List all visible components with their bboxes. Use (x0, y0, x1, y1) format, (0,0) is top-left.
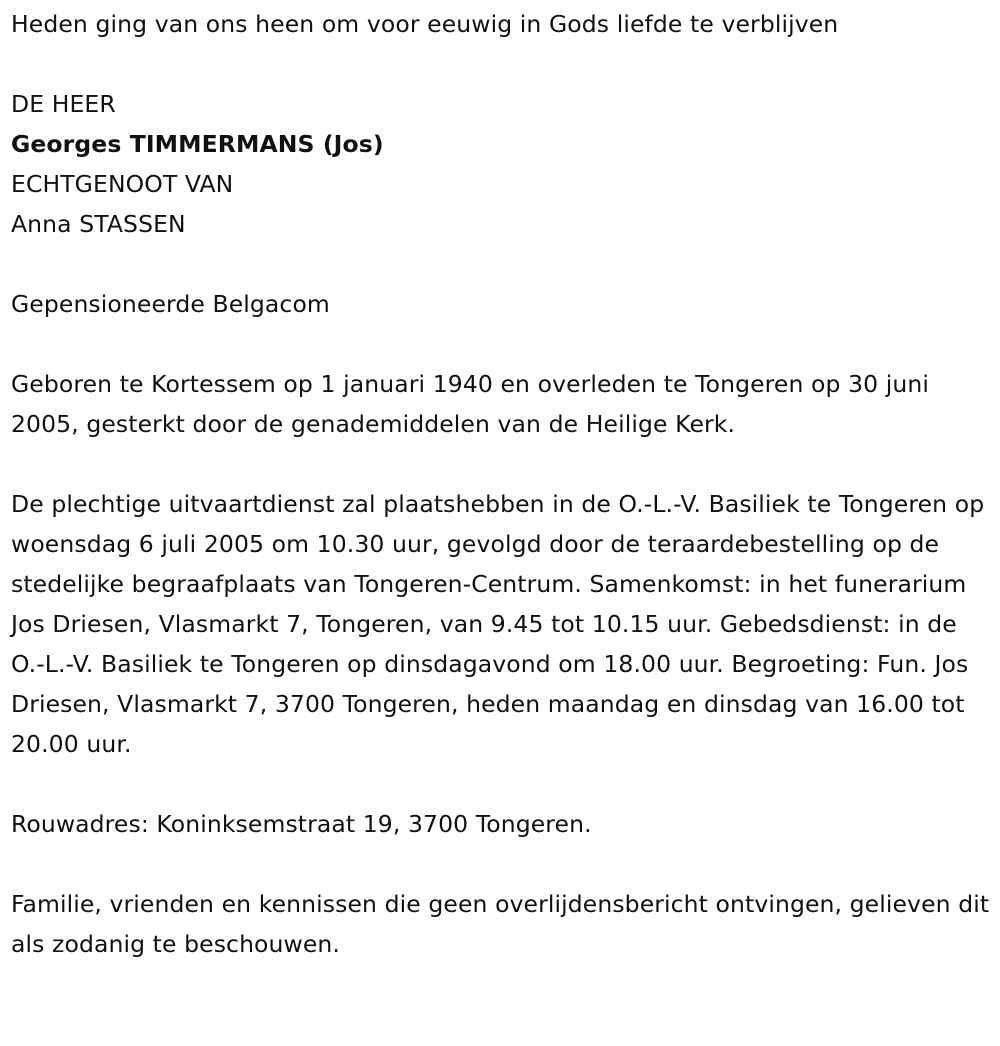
spacer (11, 324, 991, 364)
mourning-address: Rouwadres: Koninksemstraat 19, 3700 Tongeren. (11, 810, 592, 838)
spacer (11, 764, 991, 804)
birth-death-paragraph: Geboren te Kortessem op 1 januari 1940 en overleden te Tongeren op 30 juni 2005, gesterkt door de genademiddelen van de Heilige Kerk. (11, 370, 930, 438)
spouse-name: Anna STASSEN (11, 210, 186, 238)
death-notice (11, 4, 991, 964)
spacer (11, 844, 991, 884)
spacer (11, 44, 991, 84)
closing-paragraph: Familie, vrienden en kennissen die geen overlijdensbericht ontvingen, gelieven dit als zodanig te beschouwen. (11, 890, 990, 958)
deceased-name: Georges TIMMERMANS (Jos) (11, 130, 384, 158)
occupation: Gepensioneerde Belgacom (11, 290, 330, 318)
title-prefix: DE HEER (11, 90, 116, 118)
spacer (11, 244, 991, 284)
spacer (11, 444, 991, 484)
relation-label: ECHTGENOOT VAN (11, 170, 234, 198)
intro-line: Heden ging van ons heen om voor eeuwig in Gods liefde te verblijven (11, 10, 839, 38)
funeral-paragraph: De plechtige uitvaartdienst zal plaatshebben in de O.-L.-V. Basiliek te Tongeren op woensdag 6 juli 2005 om 10.30 uur, gevolgd door de teraardebestelling op de stedelijke begraafplaats van Tongeren-Centrum. Samenkomst: in het funerarium Jos Driesen, Vlasmarkt 7, Tongeren, van 9.45 tot 10.15 uur. Gebedsdienst: in de O.-L.-V. Basiliek te Tongeren op dinsdagavond om 18.00 uur. Begroeting: Fun. Jos Driesen, Vlasmarkt 7, 3700 Tongeren, heden maandag en dinsdag van 16.00 tot 20.00 uur. (11, 490, 985, 758)
